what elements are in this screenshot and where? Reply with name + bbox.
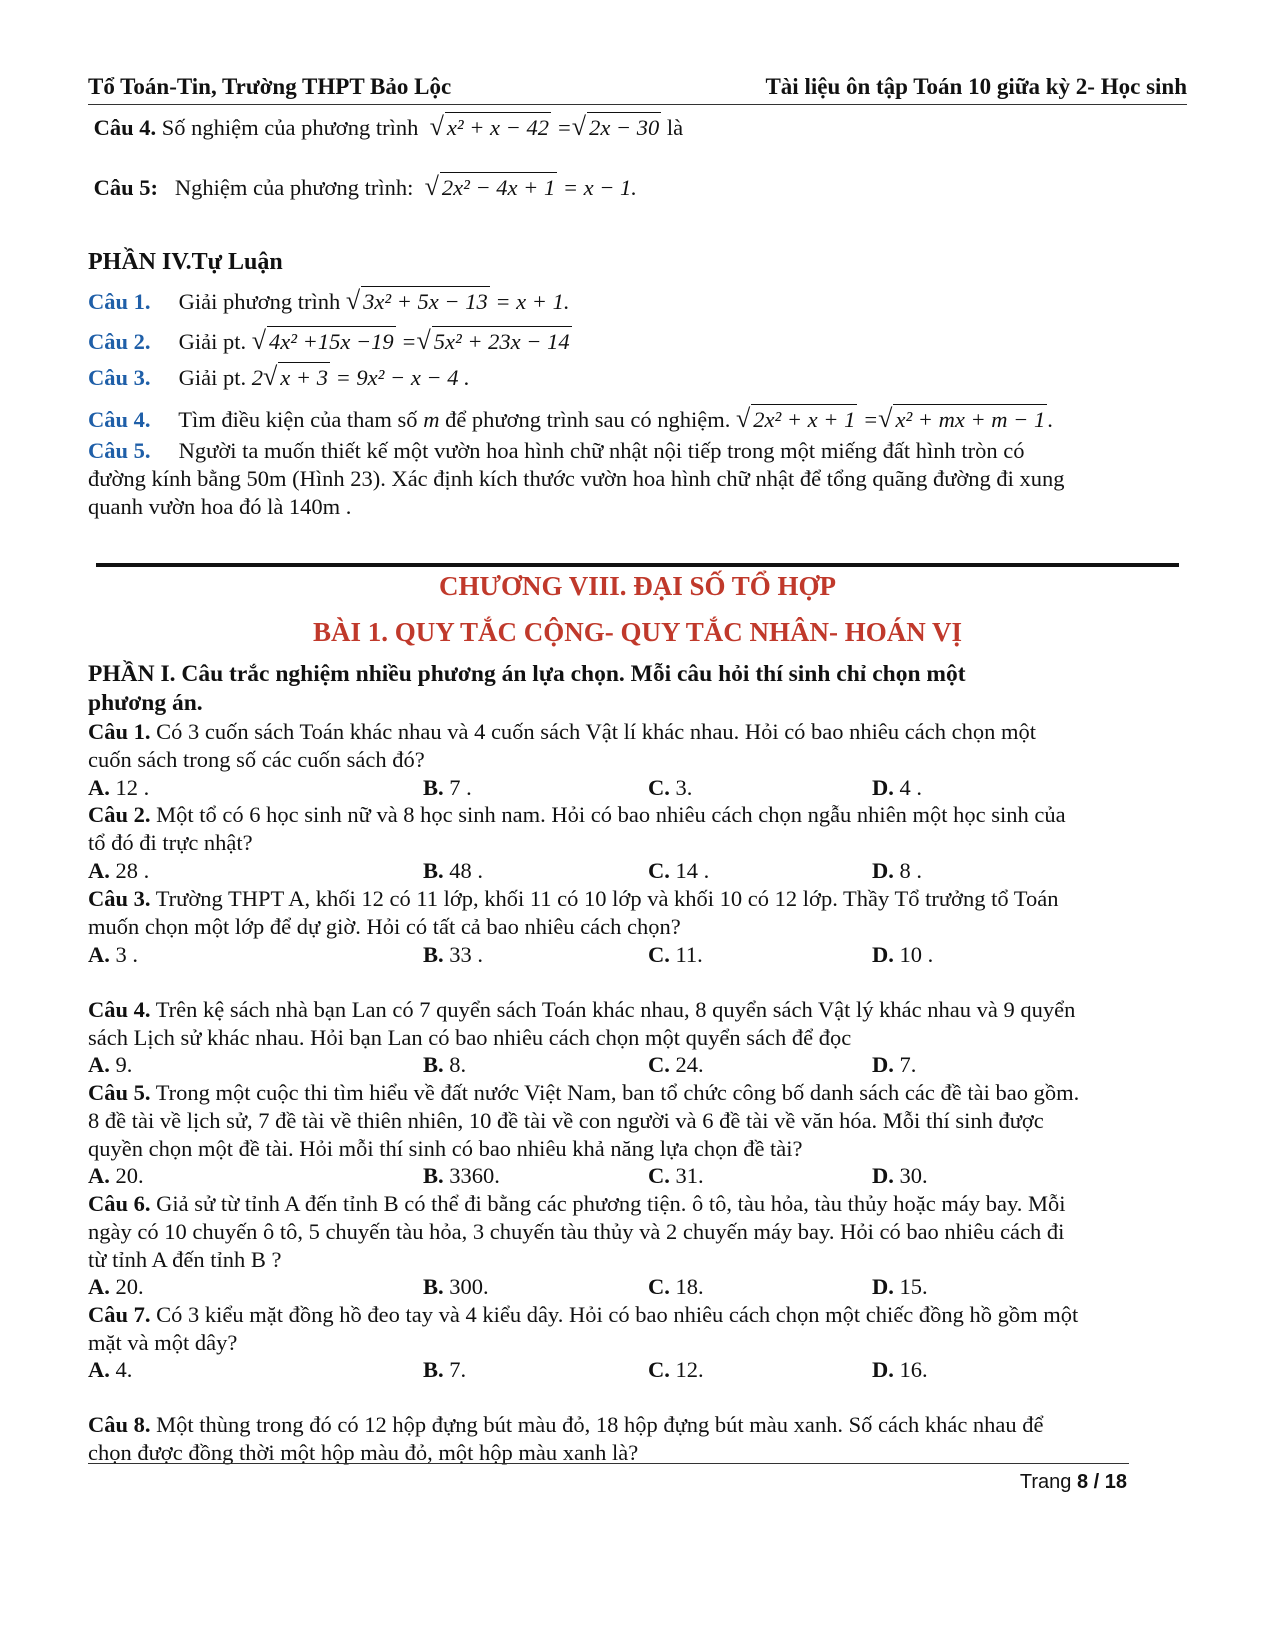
question-5-line2: 8 đề tài về lịch sử, 7 đề tài về thiên nhiên, 10 đề tài về con người và 6 đề tài về văn hóa. Mỗi thí sinh được [88, 1108, 1044, 1133]
option-c[interactable]: C. 24. [648, 1052, 704, 1077]
option-b[interactable]: B. 48 . [423, 858, 484, 883]
question-7-line2: mặt và một dây? [88, 1330, 238, 1355]
question-7: Câu 7. Có 3 kiểu mặt đồng hồ đeo tay và 4 kiểu dây. Hỏi có bao nhiêu cách chọn một chiếc đồng hồ gồm một [88, 1302, 1079, 1327]
option-d[interactable]: D. 8 . [872, 858, 922, 883]
footer-divider [88, 1463, 1129, 1464]
chapter-title: CHƯƠNG VIII. ĐẠI SỐ TỔ HỢP [438, 571, 837, 601]
question-8: Câu 8. Một thùng trong đó có 12 hộp đựng bút màu đỏ, 18 hộp đựng bút màu xanh. Số cách khác nhau để [88, 1412, 1044, 1437]
part4-question-5: Câu 5. Người ta muốn thiết kế một vườn hoa hình chữ nhật nội tiếp trong một miếng đất hình tròn có [88, 438, 1025, 463]
option-d[interactable]: D. 15. [872, 1274, 928, 1299]
question-2-line2: tổ đó đi trực nhật? [88, 830, 253, 855]
question-3: Câu 3. Trường THPT A, khối 12 có 11 lớp, khối 11 có 10 lớp và khối 10 có 12 lớp. Thầy Tổ trưởng tổ Toán [88, 886, 1059, 911]
header-school: Tổ Toán-Tin, Trường THPT Bảo Lộc [88, 74, 452, 99]
option-c[interactable]: C. 31. [648, 1163, 704, 1188]
page-number: Trang 8 / 18 [1019, 1471, 1127, 1493]
option-a[interactable]: A. 9. [88, 1052, 133, 1077]
question-5: Câu 5. Trong một cuộc thi tìm hiểu về đất nước Việt Nam, ban tổ chức công bố danh sách các đề tài bao gồm. [88, 1080, 1080, 1105]
question-6: Câu 6. Giả sử từ tỉnh A đến tỉnh B có thể đi bằng các phương tiện. ô tô, tàu hỏa, tàu thủy hoặc máy bay. Mỗi [88, 1191, 1066, 1216]
option-a[interactable]: A. 20. [88, 1274, 144, 1299]
part1-title-line1: PHẦN I. Câu trắc nghiệm nhiều phương án lựa chọn. Mỗi câu hỏi thí sinh chỉ chọn một [88, 661, 966, 687]
option-a[interactable]: A. 12 . [88, 775, 150, 800]
part4-question-2: Câu 2. Giải pt. √ 4x² +15x −19 =√ 5x² + 23x − 14 [88, 326, 570, 355]
option-a[interactable]: A. 4. [88, 1357, 133, 1382]
option-b[interactable]: B. 7 . [423, 775, 472, 800]
section-divider [96, 563, 1179, 567]
option-b[interactable]: B. 33 . [423, 942, 484, 967]
option-c[interactable]: C. 18. [648, 1274, 704, 1299]
option-a[interactable]: A. 20. [88, 1163, 144, 1188]
question-1-line2: cuốn sách trong số các cuốn sách đó? [88, 747, 425, 772]
part4-question-4: Câu 4. Tìm điều kiện của tham số m để phương trình sau có nghiệm. √ 2x² + x + 1 =√ x² + mx + m − 1. [88, 404, 1053, 433]
question-2: Câu 2. Một tổ có 6 học sinh nữ và 8 học sinh nam. Hỏi có bao nhiêu cách chọn ngẫu nhiên một học sinh của [88, 802, 1066, 827]
page-header [88, 74, 1187, 105]
option-b[interactable]: B. 7. [423, 1357, 467, 1382]
question-3-line2: muốn chọn một lớp để dự giờ. Hỏi có tất cả bao nhiêu cách chọn? [88, 914, 681, 939]
option-b[interactable]: B. 3360. [423, 1163, 500, 1188]
option-c[interactable]: C. 12. [648, 1357, 704, 1382]
part4-question-5-line3: quanh vườn hoa đó là 140m . [88, 494, 352, 519]
option-d[interactable]: D. 16. [872, 1357, 928, 1382]
question-4-line2: sách Lịch sử khác nhau. Hỏi bạn Lan có bao nhiêu cách chọn một quyển sách để đọc [88, 1025, 852, 1050]
header-doc-title: Tài liệu ôn tập Toán 10 giữa kỳ 2- Học sinh [765, 74, 1187, 99]
question-part3-5: Câu 5: Nghiệm của phương trình: √ 2x² − 4x + 1 = x − 1. [93, 172, 637, 201]
option-d[interactable]: D. 4 . [872, 775, 922, 800]
lesson-title: BÀI 1. QUY TẮC CỘNG- QUY TẮC NHÂN- HOÁN VỊ [312, 617, 963, 647]
question-6-line3: từ tỉnh A đến tỉnh B ? [88, 1247, 282, 1272]
option-d[interactable]: D. 10 . [872, 942, 934, 967]
option-c[interactable]: C. 3. [648, 775, 693, 800]
option-d[interactable]: D. 30. [872, 1163, 928, 1188]
option-b[interactable]: B. 8. [423, 1052, 467, 1077]
option-c[interactable]: C. 14 . [648, 858, 710, 883]
option-c[interactable]: C. 11. [648, 942, 703, 967]
question-5-line3: quyền chọn một đề tài. Hỏi mỗi thí sinh có bao nhiêu khả năng lựa chọn đề tài? [88, 1136, 803, 1161]
question-4: Câu 4. Trên kệ sách nhà bạn Lan có 7 quyển sách Toán khác nhau, 8 quyển sách Vật lý khác nhau và 9 quyển [88, 997, 1076, 1022]
question-1: Câu 1. Có 3 cuốn sách Toán khác nhau và 4 cuốn sách Vật lí khác nhau. Hỏi có bao nhiêu cách chọn một [88, 719, 1036, 744]
part1-title-line2: phương án. [88, 690, 203, 716]
question-6-line2: ngày có 10 chuyến ô tô, 5 chuyến tàu hỏa, 3 chuyến tàu thủy và 2 chuyến máy bay. Hỏi có bao nhiêu cách đi [88, 1219, 1065, 1244]
option-b[interactable]: B. 300. [423, 1274, 489, 1299]
option-d[interactable]: D. 7. [872, 1052, 917, 1077]
question-part3-4: Câu 4. Số nghiệm của phương trình √ x² + x − 42 =√ 2x − 30 là [93, 112, 684, 141]
part4-question-1: Câu 1. Giải phương trình √ 3x² + 5x − 13 = x + 1. [88, 286, 570, 315]
option-a[interactable]: A. 28 . [88, 858, 150, 883]
part4-question-3: Câu 3. Giải pt. 2√ x + 3 = 9x² − x − 4 . [88, 362, 470, 391]
question-8-line2: chọn được đồng thời một hộp màu đỏ, một hộp màu xanh là? [88, 1440, 639, 1465]
part4-question-5-line2: đường kính bằng 50m (Hình 23). Xác định kích thước vườn hoa hình chữ nhật để tổng quãng đường đi xung [88, 466, 1065, 491]
part4-title: PHẦN IV.Tự Luận [88, 249, 283, 275]
option-a[interactable]: A. 3 . [88, 942, 138, 967]
